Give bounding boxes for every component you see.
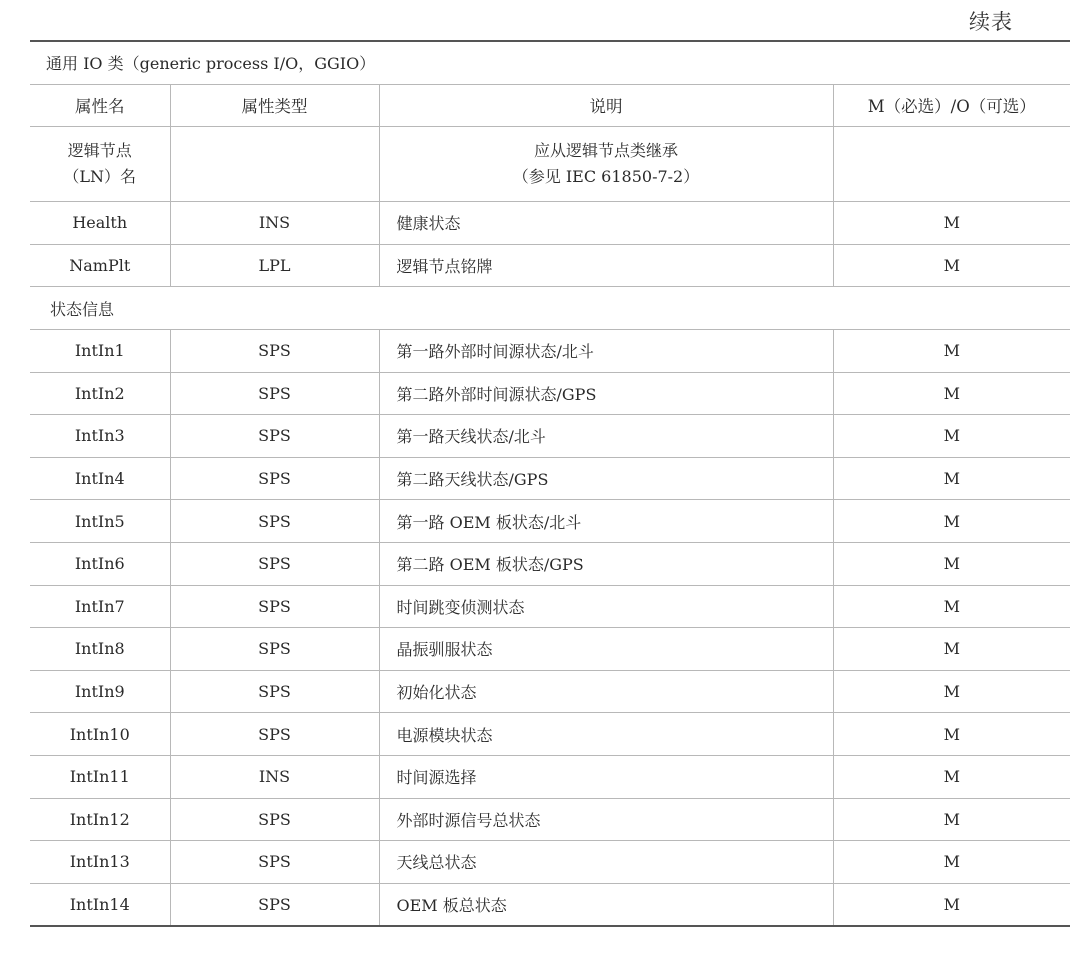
table-header-row bbox=[30, 84, 1070, 127]
table-row bbox=[30, 883, 1070, 926]
ln-desc-cell bbox=[379, 127, 833, 202]
description-cell: 时间源选择 bbox=[379, 755, 833, 798]
description-cell: 第一路天线状态/北斗 bbox=[379, 415, 833, 458]
description-cell: 时间跳变侦测状态 bbox=[379, 585, 833, 628]
mandatory-optional-cell: M bbox=[833, 500, 1070, 543]
description-cell: OEM 板总状态 bbox=[379, 883, 833, 926]
attribute-name-cell: IntIn2 bbox=[30, 372, 170, 415]
description-cell: 外部时源信号总状态 bbox=[379, 798, 833, 841]
mandatory-optional-cell: M bbox=[833, 329, 1070, 372]
section-row bbox=[30, 287, 1070, 330]
table-row bbox=[30, 841, 1070, 884]
table-row bbox=[30, 329, 1070, 372]
ln-name-row bbox=[30, 127, 1070, 202]
mandatory-optional-cell: M bbox=[833, 841, 1070, 884]
table-row bbox=[30, 415, 1070, 458]
mandatory-optional-cell: M bbox=[833, 585, 1070, 628]
table-row bbox=[30, 628, 1070, 671]
attribute-type-cell: SPS bbox=[170, 457, 379, 500]
attribute-name-cell: IntIn13 bbox=[30, 841, 170, 884]
mandatory-optional-cell: M bbox=[833, 415, 1070, 458]
mandatory-optional-cell: M bbox=[833, 755, 1070, 798]
description-cell: 电源模块状态 bbox=[379, 713, 833, 756]
mandatory-optional-cell: M bbox=[833, 542, 1070, 585]
attribute-type-cell: SPS bbox=[170, 798, 379, 841]
mandatory-optional-cell: M bbox=[833, 713, 1070, 756]
attribute-type-cell: INS bbox=[170, 755, 379, 798]
attribute-type-cell: SPS bbox=[170, 372, 379, 415]
description-cell: 初始化状态 bbox=[379, 670, 833, 713]
ln-desc-line1: 应从逻辑节点类继承 bbox=[533, 141, 678, 161]
section-label: 状态信息 bbox=[30, 287, 1070, 330]
description-cell: 第二路 OEM 板状态/GPS bbox=[379, 542, 833, 585]
mandatory-optional-cell: M bbox=[833, 372, 1070, 415]
ln-type-cell bbox=[170, 127, 379, 202]
attribute-name-cell: IntIn8 bbox=[30, 628, 170, 671]
description-cell: 第一路外部时间源状态/北斗 bbox=[379, 329, 833, 372]
ln-name-cell bbox=[30, 127, 170, 202]
description-cell: 第二路外部时间源状态/GPS bbox=[379, 372, 833, 415]
description-cell: 晶振驯服状态 bbox=[379, 628, 833, 671]
table-row bbox=[30, 755, 1070, 798]
ggio-attribute-table bbox=[30, 40, 1070, 927]
table-row bbox=[30, 202, 1070, 245]
description-cell: 第二路天线状态/GPS bbox=[379, 457, 833, 500]
table-row bbox=[30, 585, 1070, 628]
attribute-name-cell: IntIn5 bbox=[30, 500, 170, 543]
attribute-type-cell: SPS bbox=[170, 415, 379, 458]
table-row bbox=[30, 713, 1070, 756]
attribute-type-cell: SPS bbox=[170, 500, 379, 543]
table-row bbox=[30, 542, 1070, 585]
table-row bbox=[30, 500, 1070, 543]
attribute-name-cell: IntIn4 bbox=[30, 457, 170, 500]
attribute-type-cell: SPS bbox=[170, 542, 379, 585]
table-row bbox=[30, 244, 1070, 287]
table-title: 通用 IO 类（generic process I/O，GGIO） bbox=[30, 41, 1070, 84]
attribute-name-cell: IntIn6 bbox=[30, 542, 170, 585]
table-row bbox=[30, 457, 1070, 500]
table-row bbox=[30, 798, 1070, 841]
table-row bbox=[30, 670, 1070, 713]
attribute-name-cell: IntIn9 bbox=[30, 670, 170, 713]
attribute-type-cell: SPS bbox=[170, 883, 379, 926]
header-mandatory-optional: M（必选）/O（可选） bbox=[833, 84, 1070, 127]
attribute-name-cell: IntIn14 bbox=[30, 883, 170, 926]
attribute-name-cell: IntIn1 bbox=[30, 329, 170, 372]
attribute-type-cell: SPS bbox=[170, 841, 379, 884]
description-cell: 天线总状态 bbox=[379, 841, 833, 884]
mandatory-optional-cell: M bbox=[833, 670, 1070, 713]
mandatory-optional-cell: M bbox=[833, 202, 1070, 245]
attribute-name-cell: IntIn12 bbox=[30, 798, 170, 841]
attribute-type-cell: SPS bbox=[170, 713, 379, 756]
ln-mo-cell bbox=[833, 127, 1070, 202]
description-cell: 健康状态 bbox=[379, 202, 833, 245]
table-row bbox=[30, 372, 1070, 415]
description-cell: 第一路 OEM 板状态/北斗 bbox=[379, 500, 833, 543]
attribute-name-cell: IntIn10 bbox=[30, 713, 170, 756]
attribute-type-cell: SPS bbox=[170, 329, 379, 372]
mandatory-optional-cell: M bbox=[833, 628, 1070, 671]
ln-name-line1: 逻辑节点 bbox=[67, 141, 132, 161]
description-cell: 逻辑节点铭牌 bbox=[379, 244, 833, 287]
mandatory-optional-cell: M bbox=[833, 798, 1070, 841]
header-attribute-name: 属性名 bbox=[30, 84, 170, 127]
attribute-type-cell: SPS bbox=[170, 628, 379, 671]
ln-desc-line2: （参见 IEC 61850-7-2） bbox=[512, 167, 700, 187]
attribute-type-cell: INS bbox=[170, 202, 379, 245]
attribute-name-cell: IntIn3 bbox=[30, 415, 170, 458]
attribute-name-cell: IntIn7 bbox=[30, 585, 170, 628]
attribute-name-cell: Health bbox=[30, 202, 170, 245]
attribute-type-cell: SPS bbox=[170, 585, 379, 628]
table-title-row bbox=[30, 41, 1070, 84]
header-attribute-type: 属性类型 bbox=[170, 84, 379, 127]
attribute-type-cell: SPS bbox=[170, 670, 379, 713]
ln-name-line2: （LN）名 bbox=[63, 167, 137, 187]
continued-label: 续表 bbox=[969, 10, 1013, 34]
attribute-name-cell: IntIn11 bbox=[30, 755, 170, 798]
attribute-type-cell: LPL bbox=[170, 244, 379, 287]
header-description: 说明 bbox=[379, 84, 833, 127]
attribute-name-cell: NamPlt bbox=[30, 244, 170, 287]
mandatory-optional-cell: M bbox=[833, 244, 1070, 287]
mandatory-optional-cell: M bbox=[833, 457, 1070, 500]
mandatory-optional-cell: M bbox=[833, 883, 1070, 926]
